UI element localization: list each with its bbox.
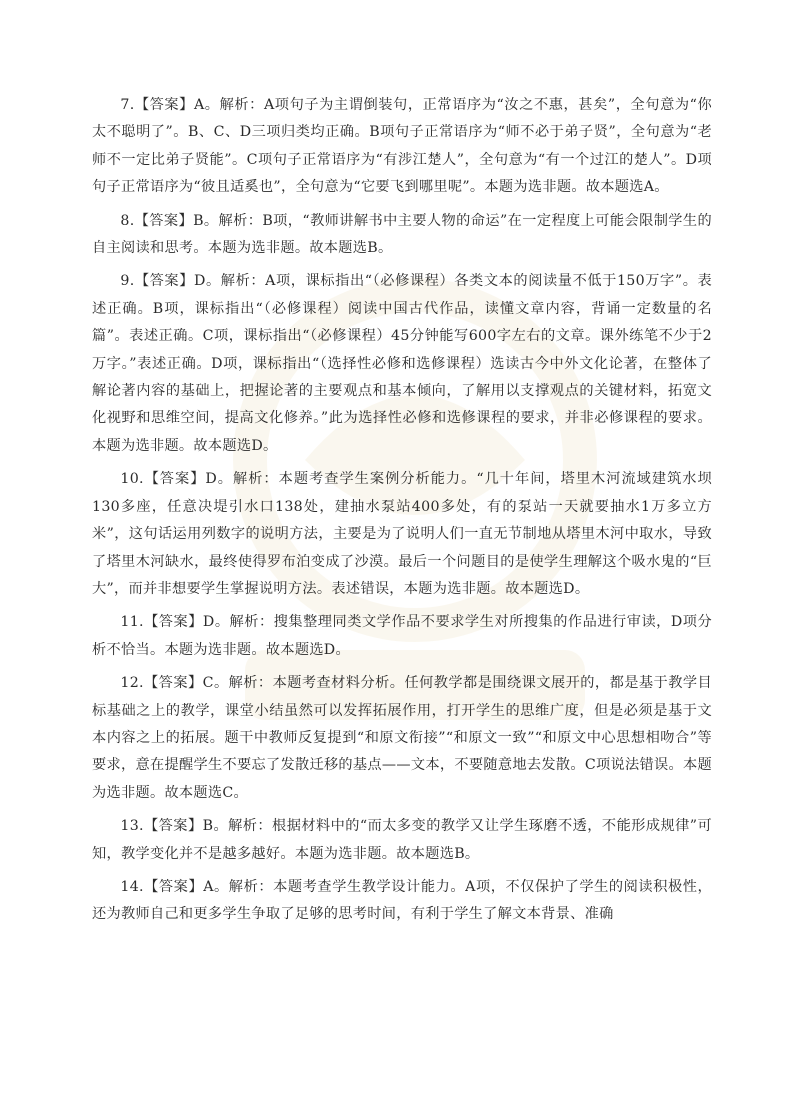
answer-explanations: [92, 92, 712, 935]
answer-item-8: 8.【答案】B。解析：B项，“教师讲解书中主要人物的命运”在一定程度上可能会限制学生的自主阅读和思考。本题为选非题。故本题选B。: [92, 212, 712, 257]
answer-item-12: 12.【答案】C。解析：本题考查材料分析。任何教学都是围绕课文展开的，都是基于教学目标基础之上的教学，课堂小结虽然可以发挥拓展作用，打开学生的思维广度，但是必须是基于文本内容之上的拓展。题干中教师反复提到“和原文衔接”“和原文一致”“和原文中心思想相吻合”等要求，意在提醒学生不要忘了发散迁移的基点——文本，不要随意地去发散。C项说法错误。本题为选非题。故本题选C。: [92, 675, 712, 801]
answer-item-10: 10.【答案】D。解析：本题考查学生案例分析能力。“几十年间，塔里木河流域建筑水坝130多座，任意决堤引水口138处，建抽水泵站400多处，有的泵站一天就要抽水1万多立方米”，这句话运用列数字的说明方法，主要是为了说明人们一直无节制地从塔里木河中取水，导致了塔里木河缺水，最终使得罗布泊变成了沙漠。最后一个问题目的是使学生理解这个吸水鬼的“巨大”，而并非想要学生掌握说明方法。表述错误，本题为选非题。故本题选D。: [92, 471, 712, 597]
answer-item-7: 7.【答案】A。解析：A项句子为主谓倒装句，正常语序为“汝之不惠，甚矣”，全句意为“你太不聪明了”。B、C、D三项归类均正确。B项句子正常语序为“师不必于弟子贤”，全句意为“老师不一定比弟子贤能”。C项句子正常语序为“有涉江楚人”，全句意为“有一个过江的楚人”。D项句子正常语序为“彼且适奚也”，全句意为“它要飞到哪里呢”。本题为选非题。故本题选A。: [92, 97, 712, 196]
answer-item-11: 11.【答案】D。解析：搜集整理同类文学作品不要求学生对所搜集的作品进行审读，D项分析不恰当。本题为选非题。故本题选D。: [92, 614, 712, 658]
answer-item-13: 13.【答案】B。解析：根据材料中的“而太多变的教学又让学生琢磨不透，不能形成规律”可知，教学变化并不是越多越好。本题为选非题。故本题选B。: [92, 818, 712, 862]
answer-item-9: 9.【答案】D。解析：A项，课标指出“（必修课程）各类文本的阅读量不低于150万字”。表述正确。B项，课标指出“（必修课程）阅读中国古代作品，读懂文章内容，背诵一定数量的名篇”。表述正确。C项，课标指出“（必修课程）45分钟能写600字左右的文章。课外练笔不少于2万字。”表述正确。D项，课标指出“（选择性必修和选修课程）选读古今中外文化论著，在整体了解论著内容的基础上，把握论著的主要观点和基本倾向，了解用以支撑观点的关键材料，拓宽文化视野和思维空间，提高文化修养。”此为选择性必修和选修课程的要求，并非必修课程的要求。本题为选非题。故本题选D。: [92, 273, 712, 454]
answer-item-14: 14.【答案】A。解析：本题考查学生教学设计能力。A项，不仅保护了学生的阅读积极性，还为教师自己和更多学生争取了足够的思考时间，有利于学生了解文本背景、准确: [92, 878, 712, 923]
